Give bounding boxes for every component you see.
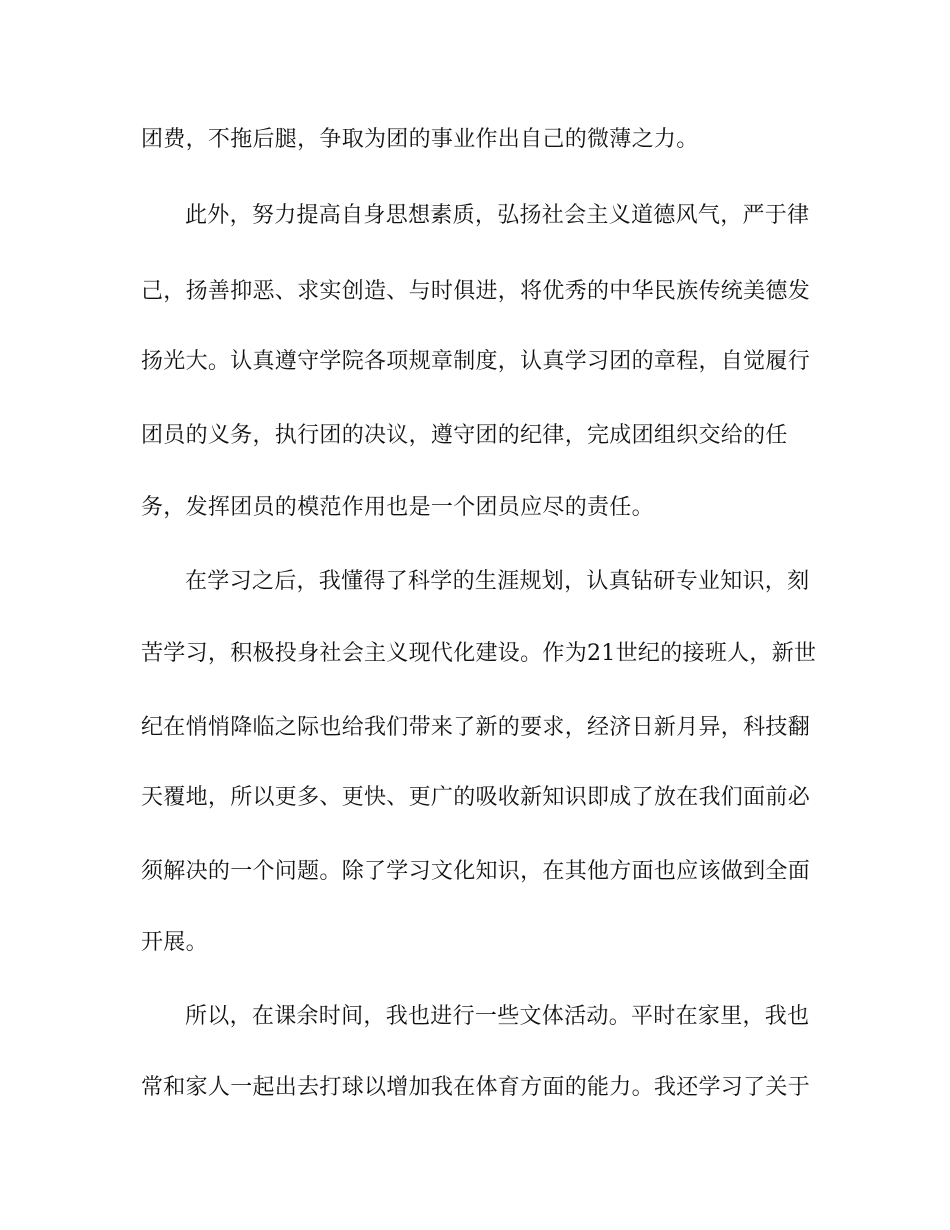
paragraph-line: 须解决的一个问题。除了学习文化知识，在其他方面也应该做到全面 bbox=[141, 859, 811, 884]
paragraph-line: 在学习之后，我懂得了科学的生涯规划，认真钻研专业知识，刻 bbox=[185, 569, 810, 594]
paragraph-line: 常和家人一起出去打球以增加我在体育方面的能力。我还学习了关于 bbox=[141, 1075, 811, 1100]
paragraph-line: 纪在悄悄降临之际也给我们带来了新的要求，经济日新月异，科技翻 bbox=[141, 715, 811, 740]
paragraph-line: 所以，在课余时间，我也进行一些文体活动。平时在家里，我也 bbox=[185, 1004, 810, 1029]
paragraph-line: 苦学习，积极投身社会主义现代化建设。作为21世纪的接班人，新世 bbox=[141, 641, 817, 666]
paragraph-line: 此外，努力提高自身思想素质，弘扬社会主义道德风气，严于律 bbox=[185, 203, 810, 228]
paragraph-line: 团费，不拖后腿，争取为团的事业作出自己的微薄之力。 bbox=[141, 127, 699, 152]
paragraph-line: 己，扬善抑恶、求实创造、与时俱进，将优秀的中华民族传统美德发 bbox=[141, 279, 811, 304]
paragraph-line: 团员的义务，执行团的决议，遵守团的纪律，完成团组织交给的任 bbox=[141, 423, 788, 448]
paragraph-line: 天覆地，所以更多、更快、更广的吸收新知识即成了放在我们面前必 bbox=[141, 785, 811, 810]
paragraph-line: 扬光大。认真遵守学院各项规章制度，认真学习团的章程，自觉履行 bbox=[141, 349, 811, 374]
paragraph-line: 务，发挥团员的模范作用也是一个团员应尽的责任。 bbox=[141, 495, 654, 520]
paragraph-line: 开展。 bbox=[141, 930, 208, 955]
